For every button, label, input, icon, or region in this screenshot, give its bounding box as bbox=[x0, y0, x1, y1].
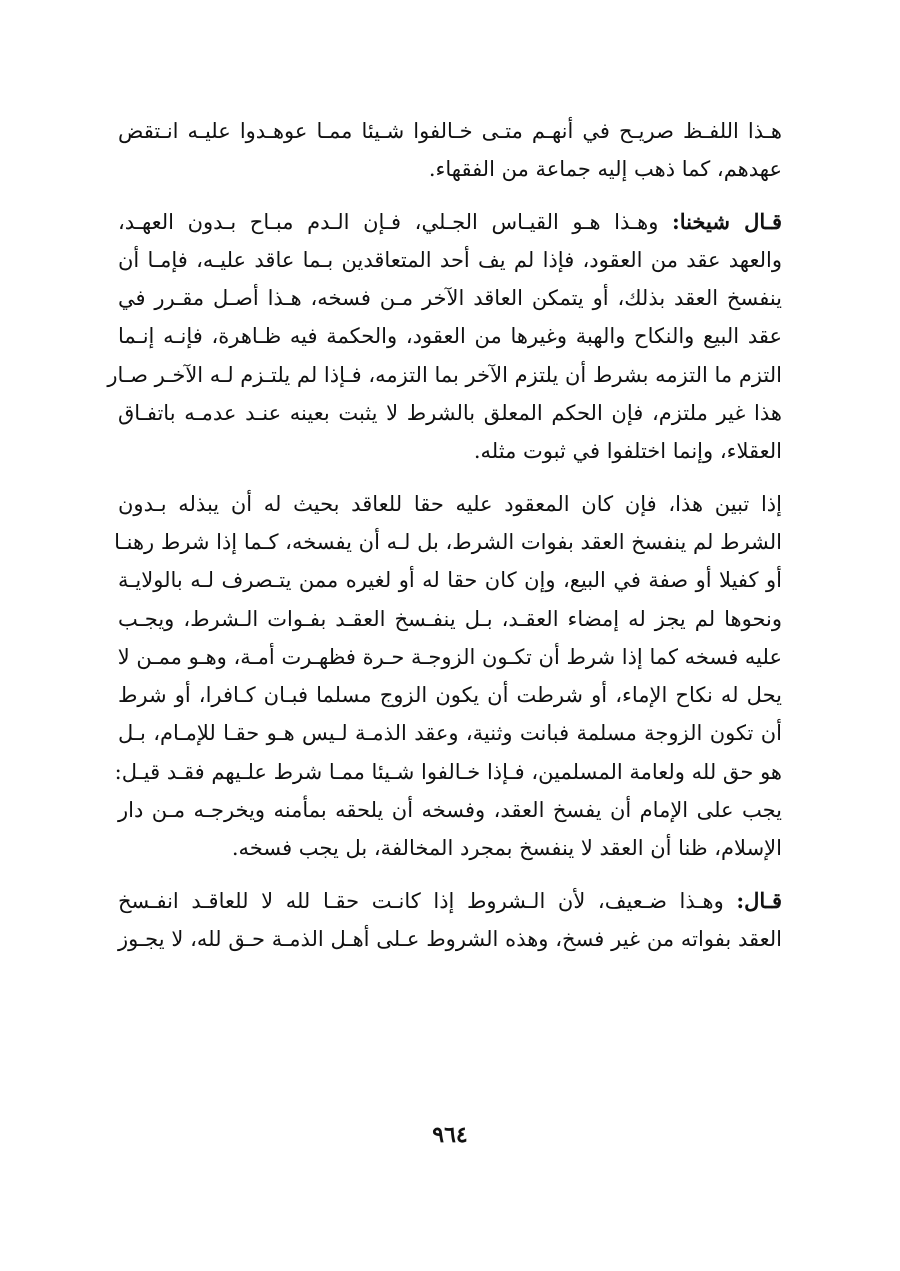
text-line: عليه فسخه كما إذا شرط أن تكـون الزوجـة حـرة فظهـرت أمـة، وهـو ممـن لا bbox=[117, 644, 782, 669]
text-line: ونحوها لم يجز له إمضاء العقـد، بـل ينفـسخ العقـد بفـوات الـشرط، ويجـب bbox=[118, 606, 782, 631]
text-line: أن تكون الزوجة مسلمة فبانت وثنية، وعقد الذمـة لـيس هـو حقـا للإمـام، بـل bbox=[118, 721, 782, 746]
paragraph-lead: قـال شيخنا: bbox=[671, 208, 782, 234]
text-line bbox=[118, 882, 782, 920]
text-line: والعهد عقد من العقود، فإذا لم يف أحد المتعاقدين بـما عاقد عليـه، فإمـا أن bbox=[118, 247, 782, 272]
text-line: ينفسخ العقد بذلك، أو يتمكن العاقد الآخر مـن فسخه، هـذا أصـل مقـرر في bbox=[118, 286, 782, 311]
paragraph-1 bbox=[118, 112, 782, 189]
text-line: إذا تبين هذا، فإن كان المعقود عليه حقا للعاقد بحيث له أن يبذله بـدون bbox=[118, 491, 782, 516]
text-line: أو كفيلا أو صفة في البيع، وإن كان حقا له أو لغيره ممن يتـصرف لـه بالولايـة bbox=[118, 568, 782, 593]
text-line: العقد بفواته من غير فسخ، وهذه الشروط عـلى أهـل الذمـة حـق لله، لا يجـوز bbox=[118, 926, 782, 951]
paragraph-lead: قـال: bbox=[736, 887, 782, 913]
page-number: ٩٦٤ bbox=[432, 1122, 468, 1148]
text-line: يحل له نكاح الإماء، أو شرطت أن يكون الزوج مسلما فبـان كـافرا، أو شرط bbox=[118, 683, 782, 708]
page-body bbox=[107, 112, 782, 972]
text-line: العقلاء، وإنما اختلفوا في ثبوت مثله. bbox=[473, 439, 782, 464]
text-line: الإسلام، ظنا أن العقد لا ينفسخ بمجرد المخالفة، بل يجب فسخه. bbox=[231, 836, 782, 861]
text-line: هذا غير ملتزم، فإن الحكم المعلق بالشرط لا يثبت بعينه عنـد عدمـه باتفـاق bbox=[118, 401, 782, 426]
paragraph-2 bbox=[107, 203, 782, 471]
text-line: يجب على الإمام أن يفسخ العقد، وفسخه أن يلحقه بمأمنه ويخرجـه مـن دار bbox=[118, 798, 782, 823]
text-line: عهدهم، كما ذهب إليه جماعة من الفقهاء. bbox=[428, 157, 782, 182]
text-line: التزم ما التزمه بشرط أن يلتزم الآخر بما التزمه، فـإذا لم يلتـزم لـه الآخـر صـار bbox=[107, 362, 782, 387]
text-line bbox=[118, 203, 782, 241]
paragraph-4 bbox=[118, 882, 782, 959]
text-fragment: وهـذا ضـعيف، لأن الـشروط إذا كانـت حقـا لله لا للعاقـد انفـسخ bbox=[118, 888, 737, 913]
text-line: عقد البيع والنكاح والهبة وغيرها من العقود، والحكمة فيه ظـاهرة، فإنـه إنـما bbox=[118, 324, 782, 349]
text-line: هو حق لله ولعامة المسلمين، فـإذا خـالفوا شـيئا ممـا شرط علـيهم فقـد قيـل: bbox=[114, 759, 782, 784]
text-fragment: وهـذا هـو القيـاس الجـلي، فـإن الـدم مبـاح بـدون العهـد، bbox=[118, 209, 672, 234]
text-line: الشرط لم ينفسخ العقد بفوات الشرط، بل لـه أن يفسخه، كـما إذا شرط رهنـا bbox=[114, 529, 782, 554]
paragraph-3 bbox=[114, 485, 782, 868]
text-line: هـذا اللفـظ صريـح في أنهـم متـى خـالفوا شـيئا ممـا عوهـدوا عليـه انـتقض bbox=[118, 119, 782, 143]
